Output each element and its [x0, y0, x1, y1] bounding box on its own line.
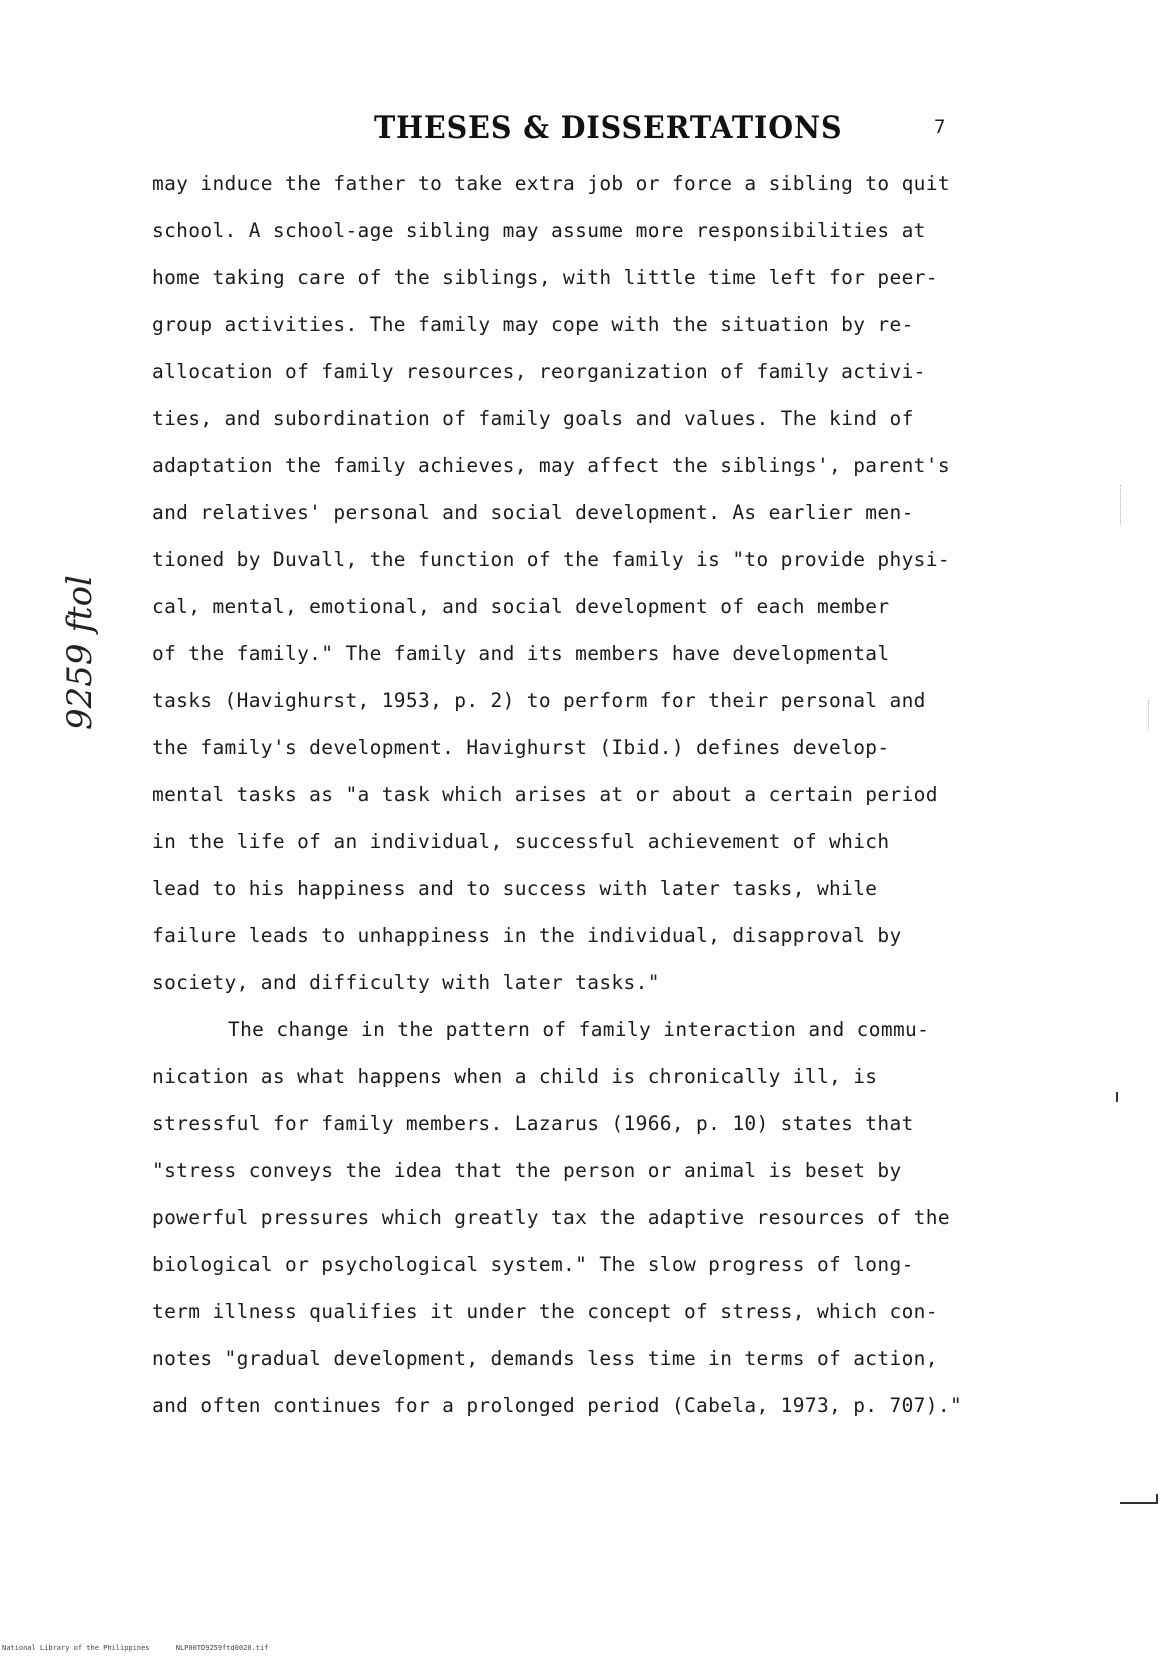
text-line: ties, and subordination of family goals and values. The kind of [152, 407, 914, 430]
scan-artifact [1116, 1092, 1118, 1102]
text-line: school. A school-age sibling may assume more responsibilities at [152, 219, 926, 242]
paragraph-1 [152, 160, 1012, 1006]
handwritten-margin-note: 9259 ftol [60, 575, 100, 730]
text-line: and relatives' personal and social development. As earlier men- [152, 501, 914, 524]
footer-filename: NLP00TD9259ftd0020.tif [175, 1644, 269, 1652]
text-line: "stress conveys the idea that the person or animal is beset by [152, 1159, 902, 1182]
text-line: tasks (Havighurst, 1953, p. 2) to perform for their personal and [152, 689, 926, 712]
scan-footer [2, 1644, 268, 1652]
body-text [152, 160, 1012, 1429]
footer-library: National Library of the Philippines [2, 1644, 150, 1652]
text-line: allocation of family resources, reorganization of family activi- [152, 360, 926, 383]
text-line: and often continues for a prolonged period (Cabela, 1973, p. 707)." [152, 1394, 963, 1417]
text-line: term illness qualifies it under the concept of stress, which con- [152, 1300, 938, 1323]
page-number: 7 [934, 116, 946, 138]
text-line: stressful for family members. Lazarus (1966, p. 10) states that [152, 1112, 914, 1135]
text-line: adaptation the family achieves, may affect the siblings', parent's [152, 454, 950, 477]
scan-artifact [1120, 485, 1122, 525]
text-line: mental tasks as "a task which arises at or about a certain period [152, 783, 938, 806]
scan-artifact [1120, 1502, 1158, 1504]
text-line: biological or psychological system." The slow progress of long- [152, 1253, 914, 1276]
text-line: lead to his happiness and to success with later tasks, while [152, 877, 878, 900]
text-line: notes "gradual development, demands less time in terms of action, [152, 1347, 938, 1370]
text-line: in the life of an individual, successful achievement of which [152, 830, 890, 853]
text-line: The change in the pattern of family interaction and commu- [228, 1018, 930, 1041]
text-line: tioned by Duvall, the function of the family is "to provide physi- [152, 548, 950, 571]
theses-dissertations-stamp: THESES & DISSERTATIONS [374, 110, 843, 146]
text-line: the family's development. Havighurst (Ibid.) defines develop- [152, 736, 890, 759]
text-line: failure leads to unhappiness in the individual, disapproval by [152, 924, 902, 947]
text-line: cal, mental, emotional, and social development of each member [152, 595, 890, 618]
text-line: may induce the father to take extra job or force a sibling to quit [152, 172, 950, 195]
text-line: nication as what happens when a child is chronically ill, is [152, 1065, 878, 1088]
scan-artifact [1156, 1494, 1158, 1503]
text-line: powerful pressures which greatly tax the adaptive resources of the [152, 1206, 950, 1229]
text-line: home taking care of the siblings, with little time left for peer- [152, 266, 938, 289]
paragraph-2 [152, 1006, 1012, 1429]
scan-artifact [1148, 700, 1150, 730]
text-line: of the family." The family and its members have developmental [152, 642, 890, 665]
text-line: society, and difficulty with later tasks." [152, 971, 660, 994]
text-line: group activities. The family may cope with the situation by re- [152, 313, 914, 336]
